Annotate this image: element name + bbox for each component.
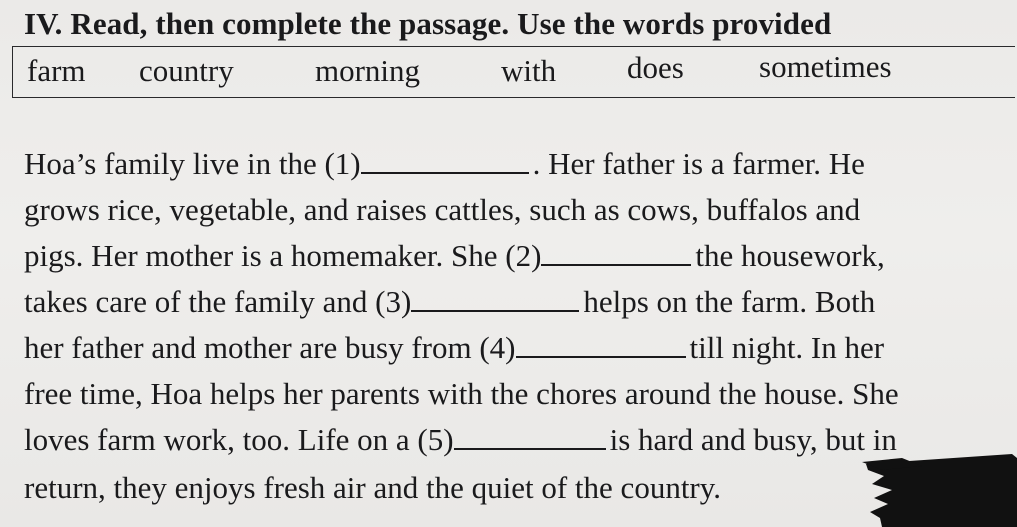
passage-text: Hoa’s family live in the (1) (24, 146, 361, 181)
answer-blank-4[interactable] (516, 328, 686, 358)
passage-line (24, 236, 885, 276)
passage-text: the housework, (695, 238, 885, 273)
passage-line: free time, Hoa helps her parents with the chores around the house. She (24, 376, 899, 411)
word-bank-box (12, 46, 1015, 98)
passage-text: is hard and busy, but in (609, 422, 897, 457)
exercise-heading: IV. Read, then complete the passage. Use the words provided (24, 6, 832, 41)
redaction-scribble (862, 448, 1017, 527)
passage-line (24, 420, 897, 460)
passage-line (24, 144, 865, 184)
passage-text: pigs. Her mother is a homemaker. She (2) (24, 238, 542, 273)
passage-text: . Her father is a farmer. He (532, 146, 865, 181)
passage-text: takes care of the family and (3) (24, 284, 412, 319)
passage-line: grows rice, vegetable, and raises cattles, such as cows, buffalos and (24, 192, 861, 227)
word-bank-item: with (501, 53, 557, 88)
passage-line (24, 328, 884, 368)
answer-blank-2[interactable] (541, 236, 691, 266)
word-bank-item: morning (315, 53, 421, 88)
answer-blank-1[interactable] (361, 144, 529, 174)
word-bank-item: country (139, 53, 234, 88)
word-bank-item: sometimes (759, 49, 892, 84)
passage-line (24, 282, 875, 322)
passage-text: her father and mother are busy from (4) (24, 330, 516, 365)
word-bank-item: does (627, 50, 684, 85)
passage-text: helps on the farm. Both (583, 284, 876, 319)
answer-blank-3[interactable] (411, 282, 579, 312)
passage-text: loves farm work, too. Life on a (5) (24, 422, 454, 457)
word-bank-item: farm (27, 53, 86, 88)
passage-text: till night. In her (689, 330, 885, 365)
passage-line: return, they enjoys fresh air and the quiet of the country. (24, 470, 721, 505)
answer-blank-5[interactable] (454, 420, 606, 450)
